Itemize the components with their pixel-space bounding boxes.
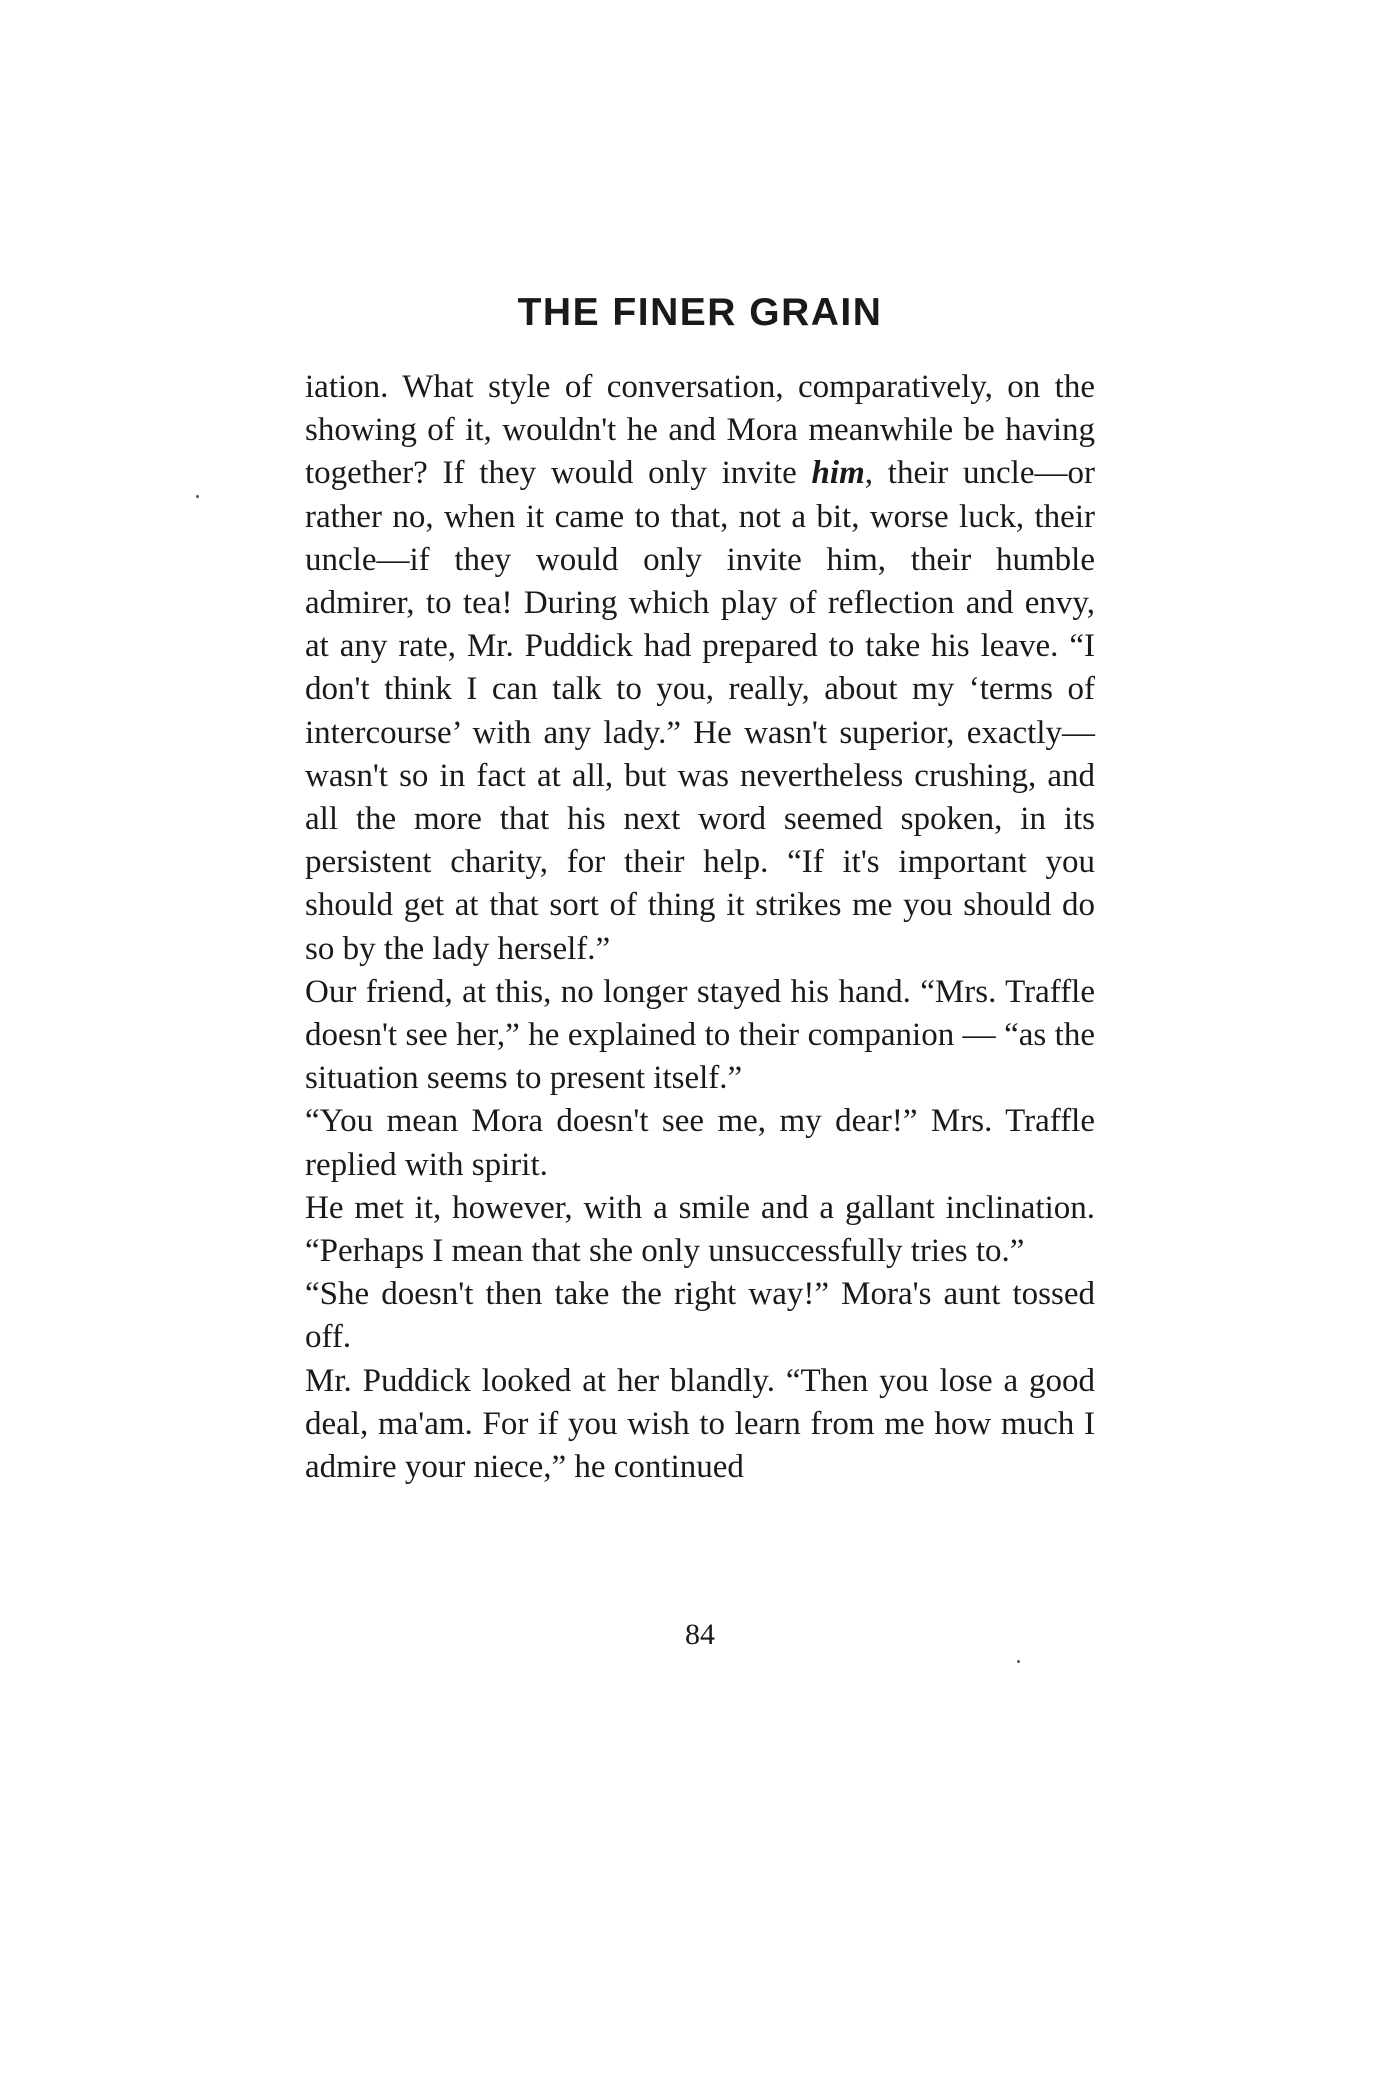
- emphasis-him: him: [811, 455, 865, 492]
- paragraph-1-part-b: , their uncle—or rather no, when it came to that, not a bit, worse luck, their uncle—if they would only invite him, their humble admirer, to tea! During which play of reflection and envy, at any rate, Mr. Puddick had prepared to take his leave. “I don't think I can talk to you, really, about my ‘terms of intercourse’ with any lady.” He wasn't superior, exactly—wasn't so in fact at all, but was nevertheless crushing, and all the more that his next word seemed spoken, in its persistent charity, for their help. “If it's important you should get at that sort of thing it strikes me you should do so by the lady herself.”: [305, 455, 1095, 967]
- paragraph-4: He met it, however, with a smile and a gallant inclination. “Perhaps I mean that she only unsuccessfully tries to.”: [305, 1189, 1095, 1270]
- paragraph-3: “You mean Mora doesn't see me, my dear!” Mrs. Traffle replied with spirit.: [305, 1103, 1095, 1183]
- paragraph-1: [305, 366, 1095, 971]
- paragraph-5: “She doesn't then take the right way!” Mora's aunt tossed off.: [305, 1276, 1095, 1356]
- paper-speck: [196, 495, 199, 498]
- paper-speck: [1017, 1660, 1020, 1663]
- body-text: [305, 366, 1095, 1489]
- paragraph-6: Mr. Puddick looked at her blandly. “Then you lose a good deal, ma'am. For if you wish to learn from me how much I admire your niece,” he continued: [305, 1362, 1095, 1486]
- running-head-title: THE FINER GRAIN: [517, 291, 883, 334]
- paragraph-2: Our friend, at this, no longer stayed his hand. “Mrs. Traffle doesn't see her,” he explained to their companion — “as the situation seems to present itself.”: [305, 973, 1095, 1097]
- paragraph-1-part-a: iation. What style of conversation, comparatively, on the showing of it, wouldn't he and Mora meanwhile be having together? If they would only invite: [305, 369, 1095, 492]
- page-number: 84: [685, 1618, 715, 1651]
